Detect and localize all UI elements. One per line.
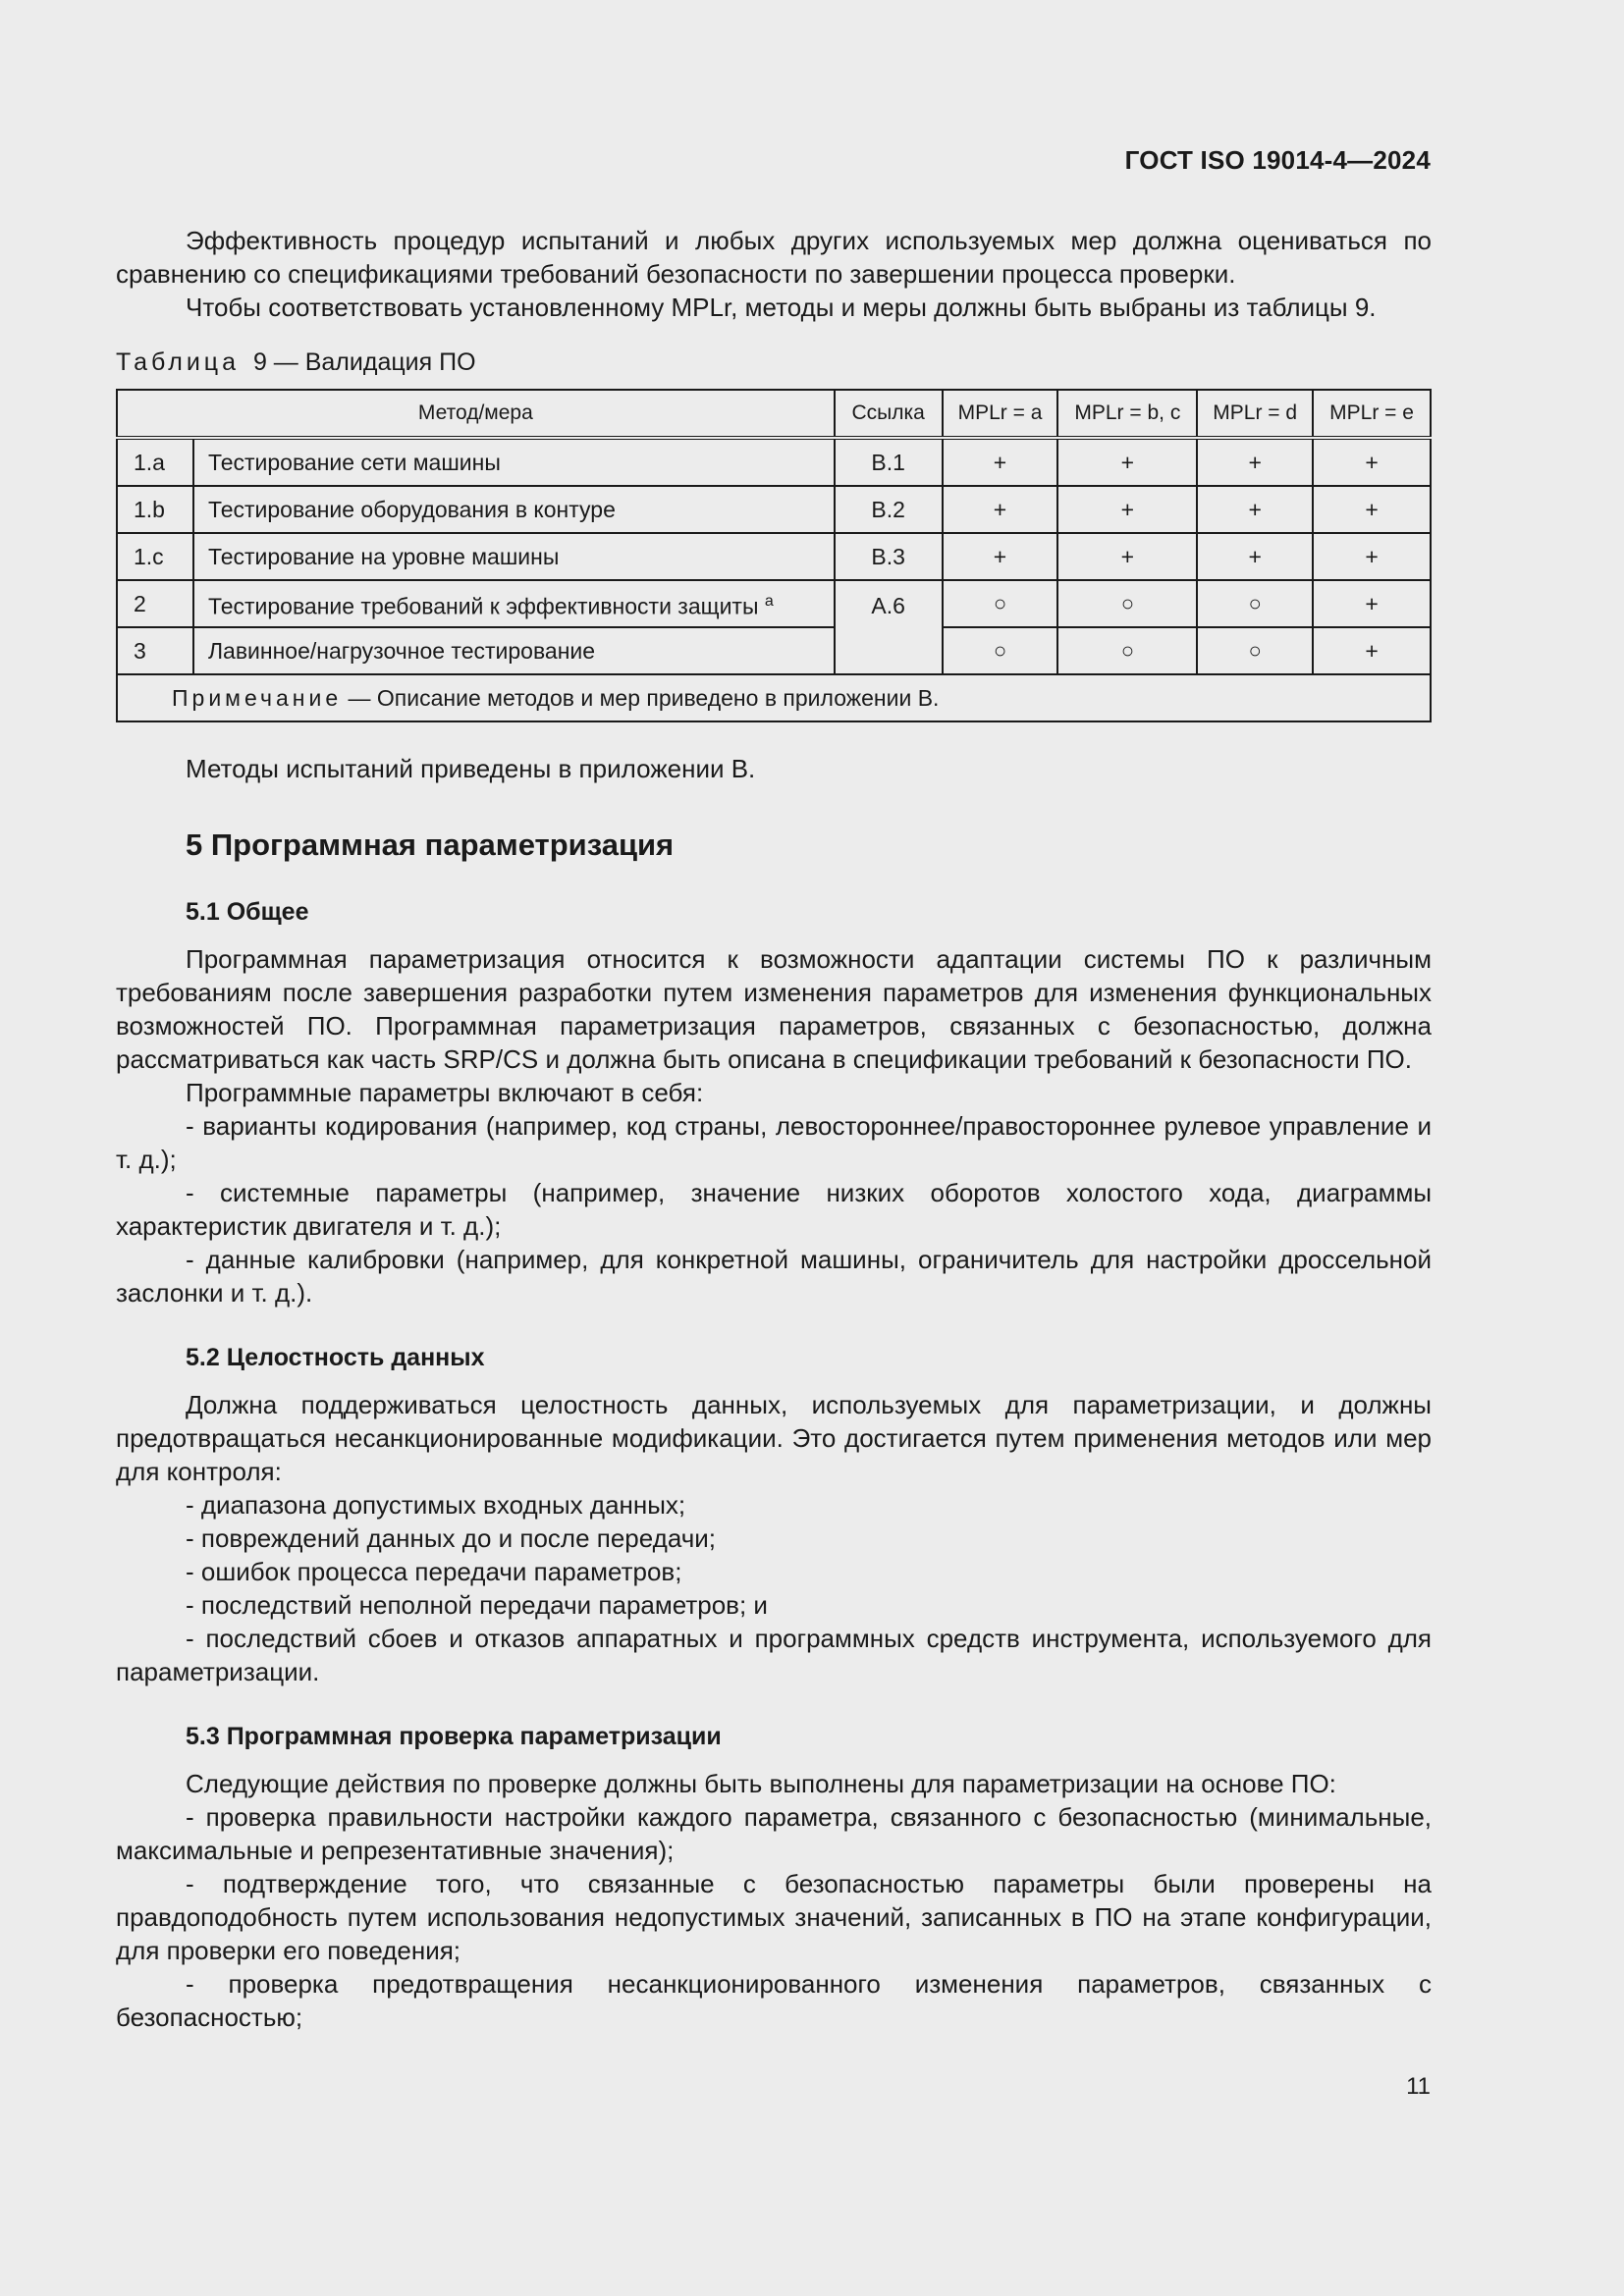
table-caption-label: Таблица [116, 348, 241, 376]
document-id-header: ГОСТ ISO 19014-4—2024 [1124, 145, 1431, 175]
cell-mplr-bc: ○ [1057, 580, 1197, 627]
col-header-method: Метод/мера [117, 390, 835, 438]
cell-mplr-e: + [1313, 486, 1431, 533]
row-id: 1.c [117, 533, 193, 580]
table-row [117, 486, 1431, 533]
cell-mplr-d: + [1197, 533, 1313, 580]
section-5-2-paragraph-1: Должна поддерживаться целостность данных, используемых для параметризации, и должны предотвращаться несанкционированные модификации. Это достигается путем применения методов или мер для контроля: [116, 1390, 1432, 1486]
row-method: Тестирование на уровне машины [193, 533, 835, 580]
table-header-row [117, 390, 1431, 438]
table-caption-text: 9 — Валидация ПО [252, 348, 476, 376]
after-table-paragraph: Методы испытаний приведены в приложении B. [186, 754, 756, 783]
section-5-2-title: 5.2 Целостность данных [186, 1344, 485, 1371]
cell-mplr-e: + [1313, 533, 1431, 580]
cell-mplr-d: ○ [1197, 627, 1313, 674]
cell-mplr-e: + [1313, 627, 1431, 674]
list-item: - последствий неполной передачи параметров; и [186, 1590, 768, 1620]
table-caption [116, 346, 1432, 379]
section-5-1-title: 5.1 Общее [186, 898, 309, 926]
page-number: 11 [1406, 2073, 1431, 2100]
table-row [117, 627, 1431, 674]
table-note-label: Примечание [172, 685, 343, 711]
list-item: - ошибок процесса передачи параметров; [186, 1557, 682, 1586]
validation-table [116, 389, 1432, 722]
table-note-text: — Описание методов и мер приведено в приложении B. [348, 685, 940, 711]
cell-mplr-bc: + [1057, 438, 1197, 486]
cell-mplr-a: + [943, 486, 1058, 533]
section-5-3-title: 5.3 Программная проверка параметризации [186, 1723, 722, 1750]
cell-mplr-a: ○ [943, 627, 1058, 674]
cell-mplr-bc: ○ [1057, 627, 1197, 674]
section-5-1-paragraph-2: Программные параметры включают в себя: [186, 1078, 704, 1107]
row-ref: B.1 [835, 438, 943, 486]
row-method-text: Тестирование требований к эффективности защиты [207, 593, 759, 619]
cell-mplr-d: ○ [1197, 580, 1313, 627]
list-item: - повреждений данных до и после передачи; [186, 1523, 717, 1553]
intro-paragraph-2: Чтобы соответствовать установленному MPLr, методы и меры должны быть выбраны из таблицы 9. [186, 293, 1377, 322]
row-method: Тестирование оборудования в контуре [193, 486, 835, 533]
cell-mplr-d: + [1197, 486, 1313, 533]
list-item: - системные параметры (например, значение низких оборотов холостого хода, диаграммы характеристик двигателя и т. д.); [116, 1178, 1432, 1241]
cell-mplr-a: ○ [943, 580, 1058, 627]
col-header-mplr-e: MPLr = e [1313, 390, 1431, 438]
footnote-marker: a [764, 592, 774, 610]
col-header-ref: Ссылка [835, 390, 943, 438]
section-5-title: 5 Программная параметризация [186, 828, 675, 862]
row-id: 1.b [117, 486, 193, 533]
table-row [117, 438, 1431, 486]
col-header-mplr-bc: MPLr = b, c [1057, 390, 1197, 438]
row-method: Тестирование сети машины [193, 438, 835, 486]
table-row [117, 580, 1431, 627]
row-ref: B.2 [835, 486, 943, 533]
cell-mplr-e: + [1313, 438, 1431, 486]
table-row [117, 533, 1431, 580]
table-note [117, 674, 1431, 721]
list-item: - данные калибровки (например, для конкретной машины, ограничитель для настройки дроссельной заслонки и т. д.). [116, 1245, 1432, 1308]
row-id: 3 [117, 627, 193, 674]
table-note-row [117, 674, 1431, 721]
section-5-1-paragraph-1: Программная параметризация относится к возможности адаптации системы ПО к различным требованиям после завершения разработки путем изменения параметров для изменения функциональных возможностей ПО. Программная параметризация параметров, связанных с безопасностью, должна рассматриваться как часть SRP/CS и должна быть описана в спецификации требований к безопасности ПО. [116, 944, 1432, 1074]
row-ref: A.6 [835, 580, 943, 674]
col-header-mplr-a: MPLr = a [943, 390, 1058, 438]
row-method [193, 580, 835, 627]
list-item: - последствий сбоев и отказов аппаратных и программных средств инструмента, используемого для параметризации. [116, 1624, 1432, 1686]
section-5-3-paragraph-1: Следующие действия по проверке должны быть выполнены для параметризации на основе ПО: [186, 1769, 1336, 1798]
intro-paragraph-1: Эффективность процедур испытаний и любых других используемых мер должна оцениваться по сравнению со спецификациями требований безопасности по завершении процесса проверки. [116, 226, 1432, 289]
cell-mplr-e: + [1313, 580, 1431, 627]
list-item: - проверка правильности настройки каждого параметра, связанного с безопасностью (минимальные, максимальные и репрезентативные значения); [116, 1802, 1432, 1865]
list-item: - варианты кодирования (например, код страны, левостороннее/правостороннее рулевое управление и т. д.); [116, 1111, 1432, 1174]
cell-mplr-a: + [943, 533, 1058, 580]
row-ref: B.3 [835, 533, 943, 580]
row-id: 2 [117, 580, 193, 627]
cell-mplr-d: + [1197, 438, 1313, 486]
cell-mplr-a: + [943, 438, 1058, 486]
list-item: - подтверждение того, что связанные с безопасностью параметры были проверены на правдоподобность путем использования недопустимых значений, записанных в ПО на этапе конфигурации, для проверки его поведения; [116, 1869, 1432, 1965]
cell-mplr-bc: + [1057, 486, 1197, 533]
page-content [116, 224, 1432, 2034]
col-header-mplr-d: MPLr = d [1197, 390, 1313, 438]
row-method: Лавинное/нагрузочное тестирование [193, 627, 835, 674]
list-item: - проверка предотвращения несанкционированного изменения параметров, связанных с безопасностью; [116, 1969, 1432, 2032]
list-item: - диапазона допустимых входных данных; [186, 1490, 686, 1520]
row-id: 1.a [117, 438, 193, 486]
cell-mplr-bc: + [1057, 533, 1197, 580]
